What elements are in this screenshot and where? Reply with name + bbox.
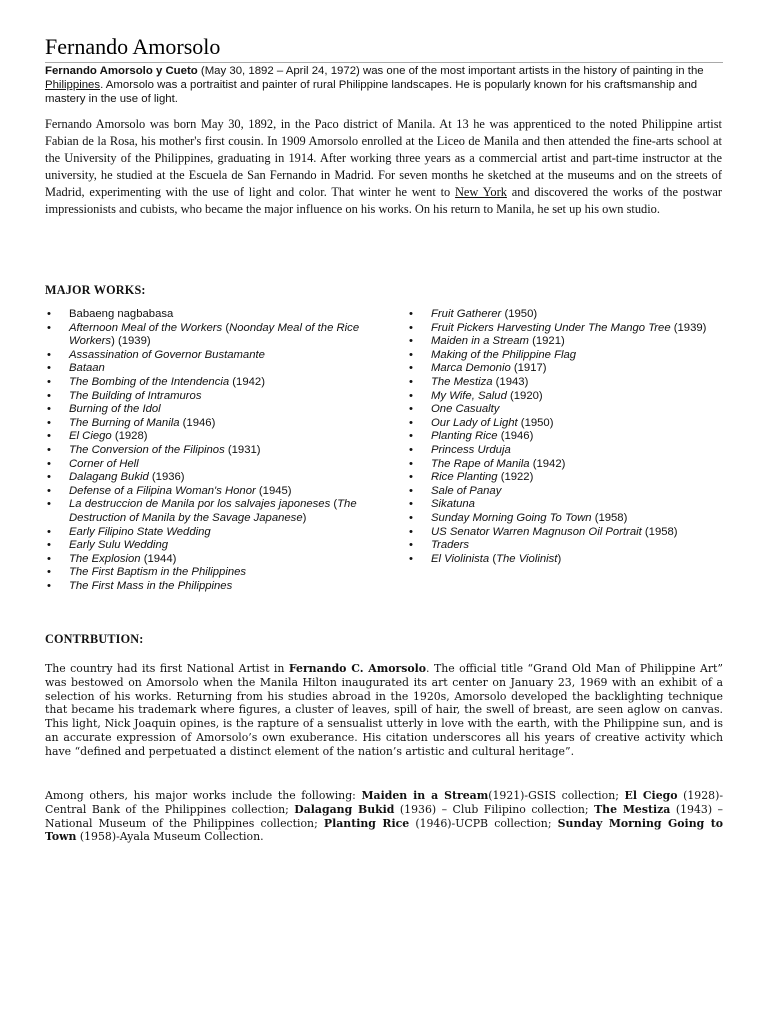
work-title-bold: Dalagang Bukid [294,802,395,816]
work-text-a: The First Mass in the Philippines [69,579,233,592]
bullet-marker: • [409,525,413,538]
bullet-marker: • [409,321,413,334]
new-york-link[interactable]: New York [454,185,507,199]
work-item [45,390,363,404]
bullet-marker: • [409,375,413,388]
work-item [45,322,363,349]
work-text-b: (1950) [501,308,538,320]
major-works-heading: MAJOR WORKS: [45,283,146,297]
bullet-marker: • [409,335,413,348]
work-item [407,471,725,485]
work-text-a: Marca Demonio [431,362,511,375]
work-text-c: Noonday Meal of the Rice Workers [69,321,360,348]
work-text-a: Assassination of Governor Bustamante [69,348,265,361]
work-item [407,498,725,512]
work-item [407,349,725,363]
work-title-bold: Maiden in a Stream [361,789,489,802]
work-item [45,485,363,499]
bullet-marker: • [47,348,51,361]
bullet-marker: • [47,552,51,565]
lead-text-a: (May 30, 1892 – April 24, 1972) was one of the most important artists in the history of painting in the [197,65,704,77]
work-text-a: US Senator Warren Magnuson Oil Portrait [431,525,642,538]
work-text-b: (1920) [506,389,543,402]
work-item [45,498,363,525]
work-text-b: ( [330,498,338,511]
contrib-text-c: . The official title “Grand Old Man of Philippine Art” was bestowed on Amorsolo when the Manila Hilton inaugurated its art center on January 23, 1969 with an exhibit of a selection of his works. Returning from his studies abroad in the 1920s, Amorsolo developed the backlighting technique that became his trademark where figures, a cluster of leaves, spill of hair, the swell of breast, are seen aglow on canvas. This light, Nick Joaquin opines, is the rapture of a sensualist utterly in love with the earth, with the Philippine sun, and is an accurate expression of Amorsolo’s own exuberance. His citation underscores all his years of creative activity which have “defined and perpetuated a distinct element of the nation’s artistic and cultural heritage”. [45,662,723,758]
work-item [45,539,363,553]
contrib-text: (1943) – National Museum of the Philippines collection; [45,802,723,830]
work-text-d: ) (1939) [111,335,151,348]
work-item [45,471,363,485]
contrib-name: Fernando C. Amorsolo [288,662,427,675]
bullet-marker: • [409,539,413,552]
bullet-marker: • [409,430,413,443]
work-item [407,376,725,390]
work-text-a: The Conversion of the Filipinos [69,443,225,456]
work-item [407,308,725,322]
work-text-a: Afternoon Meal of the Workers [69,321,223,334]
work-text-a: The First Baptism in the Philippines [69,566,247,579]
biography-paragraph [45,116,722,218]
work-text-a: The Building of Intramuros [69,389,202,402]
work-text-a: Rice Planting [431,471,498,484]
work-item [45,566,363,580]
contribution-paragraph-2 [45,789,723,844]
work-text-a: Defense of a Filipina Woman's Honor [69,484,256,497]
work-item [407,390,725,404]
work-text-c: The Destruction of Manila by the Savage Japanese [69,498,357,524]
work-item [407,430,725,444]
work-item [45,362,363,376]
work-text-a: Making of the Philippine Flag [431,348,577,361]
work-text-b: (1945) [255,484,292,497]
contrib-text: (1928)-Central Bank of the Philippines collection; [45,789,723,816]
work-title-bold: El Ciego [624,789,678,802]
work-text-b: (1950) [517,416,554,429]
work-item [45,376,363,390]
work-item [407,458,725,472]
work-text-a: Sale of Panay [431,484,502,497]
work-text-a: El Violinista [431,552,490,565]
bullet-marker: • [47,389,51,402]
bullet-marker: • [409,471,413,484]
work-text-a: La destruccion de Manila por los salvajes japoneses [69,498,331,511]
bullet-marker: • [409,498,413,511]
work-text-a: Burning of the Idol [69,403,161,416]
work-item [407,403,725,417]
bio-text-b: and discovered the works of the postwar impressionists and cubists, who became the major influence on his works. On his return to Manila, he set up his own studio. [45,185,722,216]
work-item [45,403,363,417]
page-title: Fernando Amorsolo [45,34,221,59]
bullet-marker: • [47,321,51,334]
works-list-right [407,308,725,566]
contrib-text-a: The country had its first National Artist in [45,662,289,675]
work-text-a: The Bombing of the Intendencia [69,375,230,388]
contrib-text: (1936) – Club Filipino collection; [394,802,595,816]
work-item [407,362,725,376]
work-text-b: (1944) [140,552,177,565]
work-text-d: ) [557,552,562,565]
work-item [407,512,725,526]
work-title-bold: Sunday Morning Going to Town [45,816,724,844]
work-text-b: (1917) [510,362,547,375]
bullet-marker: • [47,362,51,375]
work-item [45,308,363,322]
contrib-text: (1921)-GSIS collection; [488,789,625,802]
bullet-marker: • [409,416,413,429]
bullet-marker: • [47,403,51,416]
work-text-a: Fruit Gatherer [431,308,502,320]
bullet-marker: • [409,443,413,456]
work-item [45,444,363,458]
work-text-b: (1939) [670,321,707,334]
bullet-marker: • [409,348,413,361]
work-text-a: Sunday Morning Going To Town [431,511,592,524]
work-text-a: The Burning of Manila [69,416,180,429]
work-text-a: The Rape of Manila [431,457,530,470]
work-item [45,526,363,540]
lead-name: Fernando Amorsolo y Cueto [45,65,198,77]
bio-text-a: Fernando Amorsolo was born May 30, 1892, in the Paco district of Manila. At 13 he was apprenticed to the noted Philippine artist Fabian de la Rosa, his mother's first cousin. In 1909 Amorsolo enrolled at the Liceo de Manila and then attended the fine-arts school at the University of the Philippines, graduating in 1914. After working three years as a commercial artist and part-time instructor at the university, he studied at the Escuela de San Fernando in Madrid. For seven months he sketched at the museums and on the streets of Madrid, experimenting with the use of light and color. That winter he went to [45,117,722,199]
bullet-marker: • [47,525,51,538]
bullet-marker: • [47,416,51,429]
contrib-text: (1946)-UCPB collection; [409,816,558,830]
work-text-b: (1942) [229,375,265,388]
bullet-marker: • [409,308,413,320]
bullet-marker: • [409,457,413,470]
work-text-a: The Explosion [69,552,141,565]
work-text-b: ( [489,552,497,565]
bullet-marker: • [409,511,413,524]
work-text-b: (1936) [148,471,185,484]
work-item [45,580,363,594]
bullet-marker: • [47,498,51,511]
work-text-a: Early Filipino State Wedding [69,525,211,538]
work-text-a: Dalagang Bukid [69,471,149,484]
work-item [45,417,363,431]
work-item [45,349,363,363]
work-text-a: The Mestiza [431,375,493,388]
bullet-marker: • [409,403,413,416]
contribution-paragraph-1 [45,662,723,759]
work-item [407,417,725,431]
bullet-marker: • [47,566,51,579]
bullet-marker: • [409,362,413,375]
work-text-b: (1921) [528,335,565,348]
bullet-marker: • [47,375,51,388]
bullet-marker: • [409,552,413,565]
lead-text-b: . Amorsolo was a portraitist and painter of rural Philippine landscapes. He is popularly known for his craftsmanship and mastery in the use of light. [45,79,698,105]
bullet-marker: • [47,308,51,320]
contrib-text: (1958)-Ayala Museum Collection. [76,830,264,844]
work-item [407,553,725,567]
work-text-b: (1942) [529,457,566,470]
work-text-a: Corner of Hell [69,457,139,470]
work-text-b: (1946) [497,430,534,443]
work-text-b: (1958) [591,511,628,524]
work-title-bold: Planting Rice [323,816,410,830]
work-text-a: Planting Rice [431,430,498,443]
work-text-a: Maiden in a Stream [431,335,529,348]
work-text-a: Our Lady of Light [431,416,518,429]
bullet-marker: • [409,484,413,497]
lead-paragraph [45,64,725,106]
work-title-bold: The Mestiza [594,802,671,816]
work-item [45,458,363,472]
bullet-marker: • [47,443,51,456]
work-text-a: Princess Urduja [431,443,511,456]
work-text-a: My Wife, Salud [431,389,507,402]
bullet-marker: • [47,484,51,497]
work-text-b: (1943) [492,375,529,388]
work-item [45,430,363,444]
work-text-b: (1958) [641,525,678,538]
work-text-a: El Ciego [69,430,112,443]
works-list-left [45,308,363,593]
philippines-link[interactable]: Philippines [45,79,101,91]
work-item [407,335,725,349]
work-text-b: (1922) [497,471,534,484]
work-text-b: (1931) [224,443,261,456]
work-item [407,526,725,540]
work-item [407,444,725,458]
work-text-a: One Casualty [431,403,500,416]
bullet-marker: • [47,471,51,484]
bullet-marker: • [47,539,51,552]
work-item [45,553,363,567]
contribution-heading: CONTRBUTION: [45,632,144,646]
bullet-marker: • [47,430,51,443]
bullet-marker: • [409,389,413,402]
work-text-b: (1928) [111,430,148,443]
work-item [407,322,725,336]
work-item [407,539,725,553]
work-text-d: ) [302,511,307,524]
work-text-a: Bataan [69,362,105,375]
bullet-marker: • [47,579,51,592]
work-text-a: Babaeng nagbabasa [69,308,174,320]
work-text-b: (1946) [179,416,216,429]
contrib-text: Among others, his major works include the following: [45,789,362,802]
work-text-a: Fruit Pickers Harvesting Under The Mango Tree [431,321,671,334]
work-text-b: ( [222,321,230,334]
bullet-marker: • [47,457,51,470]
work-text-c: The Violinist [496,552,558,565]
work-text-a: Sikatuna [431,498,475,511]
title-divider [45,62,723,63]
work-item [407,485,725,499]
work-text-a: Traders [431,539,470,552]
work-text-a: Early Sulu Wedding [69,539,169,552]
